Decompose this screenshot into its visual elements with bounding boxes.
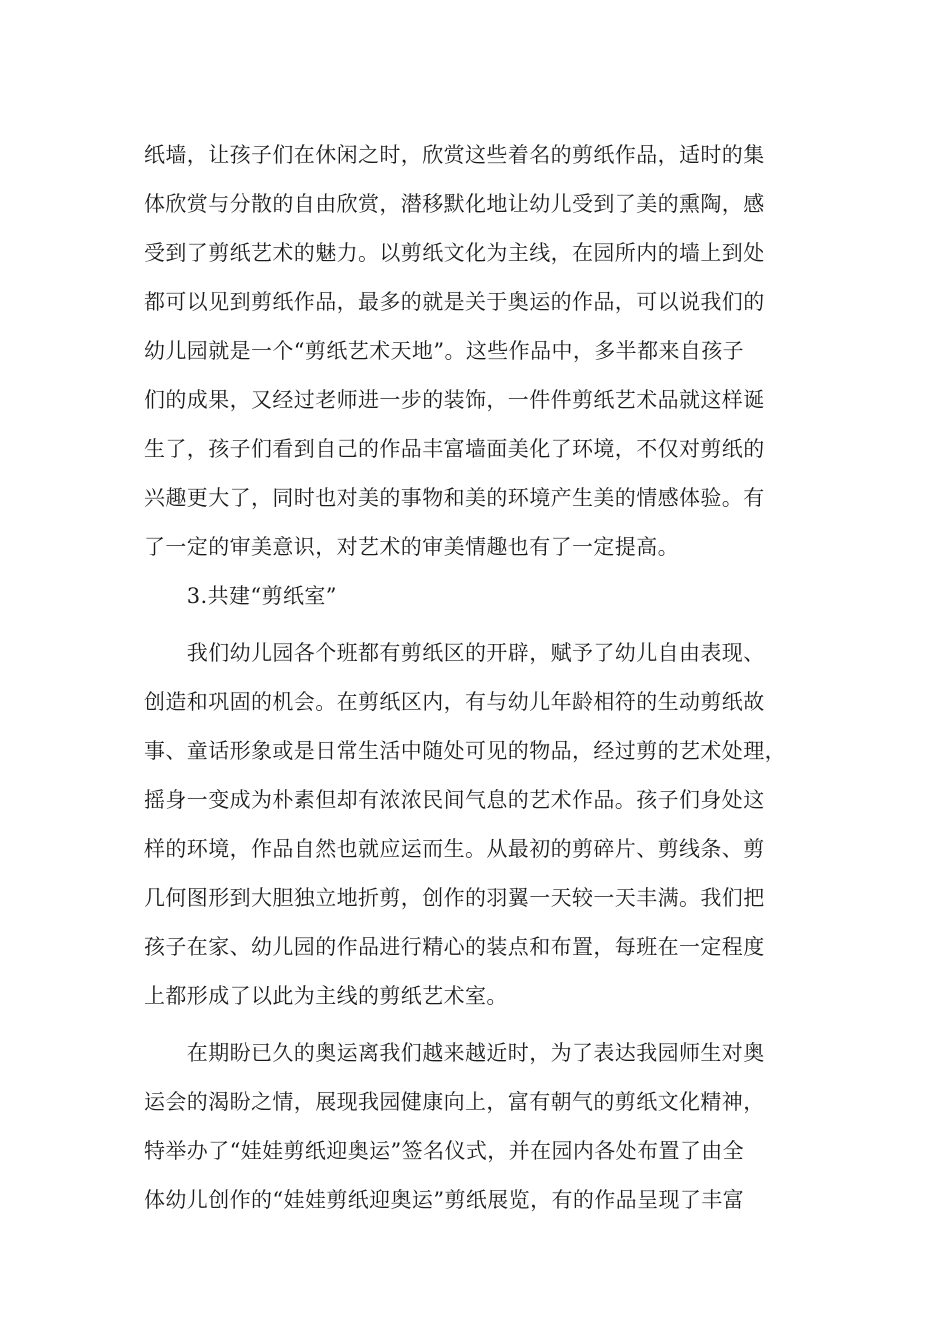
text-line: 幼儿园就是一个“剪纸艺术天地”。这些作品中，多半都来自孩子 bbox=[144, 339, 745, 363]
text-line: 几何图形到大胆独立地折剪，创作的羽翼一天较一天丰满。我们把 bbox=[144, 886, 765, 910]
text-line: 兴趣更大了，同时也对美的事物和美的环境产生美的情感体验。有 bbox=[144, 486, 765, 510]
text-line: 特举办了“娃娃剪纸迎奥运”签名仪式，并在园内各处布置了由全 bbox=[144, 1139, 745, 1163]
text-line: 们的成果，又经过老师进一步的装饰，一件件剪纸艺术品就这样诞 bbox=[144, 388, 765, 412]
text-line: 受到了剪纸艺术的魅力。以剪纸文化为主线，在园所内的墙上到处 bbox=[144, 241, 765, 265]
text-line: 运会的渴盼之情，展现我园健康向上，富有朝气的剪纸文化精神， bbox=[144, 1090, 765, 1114]
text-line: 生了，孩子们看到自己的作品丰富墙面美化了环境，不仅对剪纸的 bbox=[144, 437, 765, 461]
document-text bbox=[144, 131, 824, 1225]
text-line: 样的环境，作品自然也就应运而生。从最初的剪碎片、剪线条、剪 bbox=[144, 837, 765, 861]
text-line: 孩子在家、幼儿园的作品进行精心的装点和布置，每班在一定程度 bbox=[144, 935, 765, 959]
text-line: 体欣赏与分散的自由欣赏，潜移默化地让幼儿受到了美的熏陶，感 bbox=[144, 192, 765, 216]
text-line: 都可以见到剪纸作品，最多的就是关于奥运的作品，可以说我们的 bbox=[144, 290, 765, 314]
text-line: 摇身一变成为朴素但却有浓浓民间气息的艺术作品。孩子们身处这 bbox=[144, 788, 765, 812]
section-heading: 3.共建“剪纸室” bbox=[144, 584, 337, 608]
text-line: 创造和巩固的机会。在剪纸区内，有与幼儿年龄相符的生动剪纸故 bbox=[144, 690, 765, 714]
paragraph-gap bbox=[144, 621, 824, 629]
text-line: 了一定的审美意识，对艺术的审美情趣也有了一定提高。 bbox=[144, 535, 679, 559]
text-line: 事、童话形象或是日常生活中随处可见的物品，经过剪的艺术处理， bbox=[144, 739, 786, 763]
text-line: 我们幼儿园各个班都有剪纸区的开辟，赋予了幼儿自由表现、 bbox=[144, 641, 765, 665]
paragraph-gap bbox=[144, 1021, 824, 1029]
text-line: 上都形成了以此为主线的剪纸艺术室。 bbox=[144, 984, 508, 1008]
text-line: 在期盼已久的奥运离我们越来越近时，为了表达我园师生对奥 bbox=[144, 1041, 765, 1065]
text-line: 体幼儿创作的“娃娃剪纸迎奥运”剪纸展览，有的作品呈现了丰富 bbox=[144, 1188, 745, 1212]
text-line: 纸墙，让孩子们在休闲之时，欣赏这些着名的剪纸作品，适时的集 bbox=[144, 143, 765, 167]
